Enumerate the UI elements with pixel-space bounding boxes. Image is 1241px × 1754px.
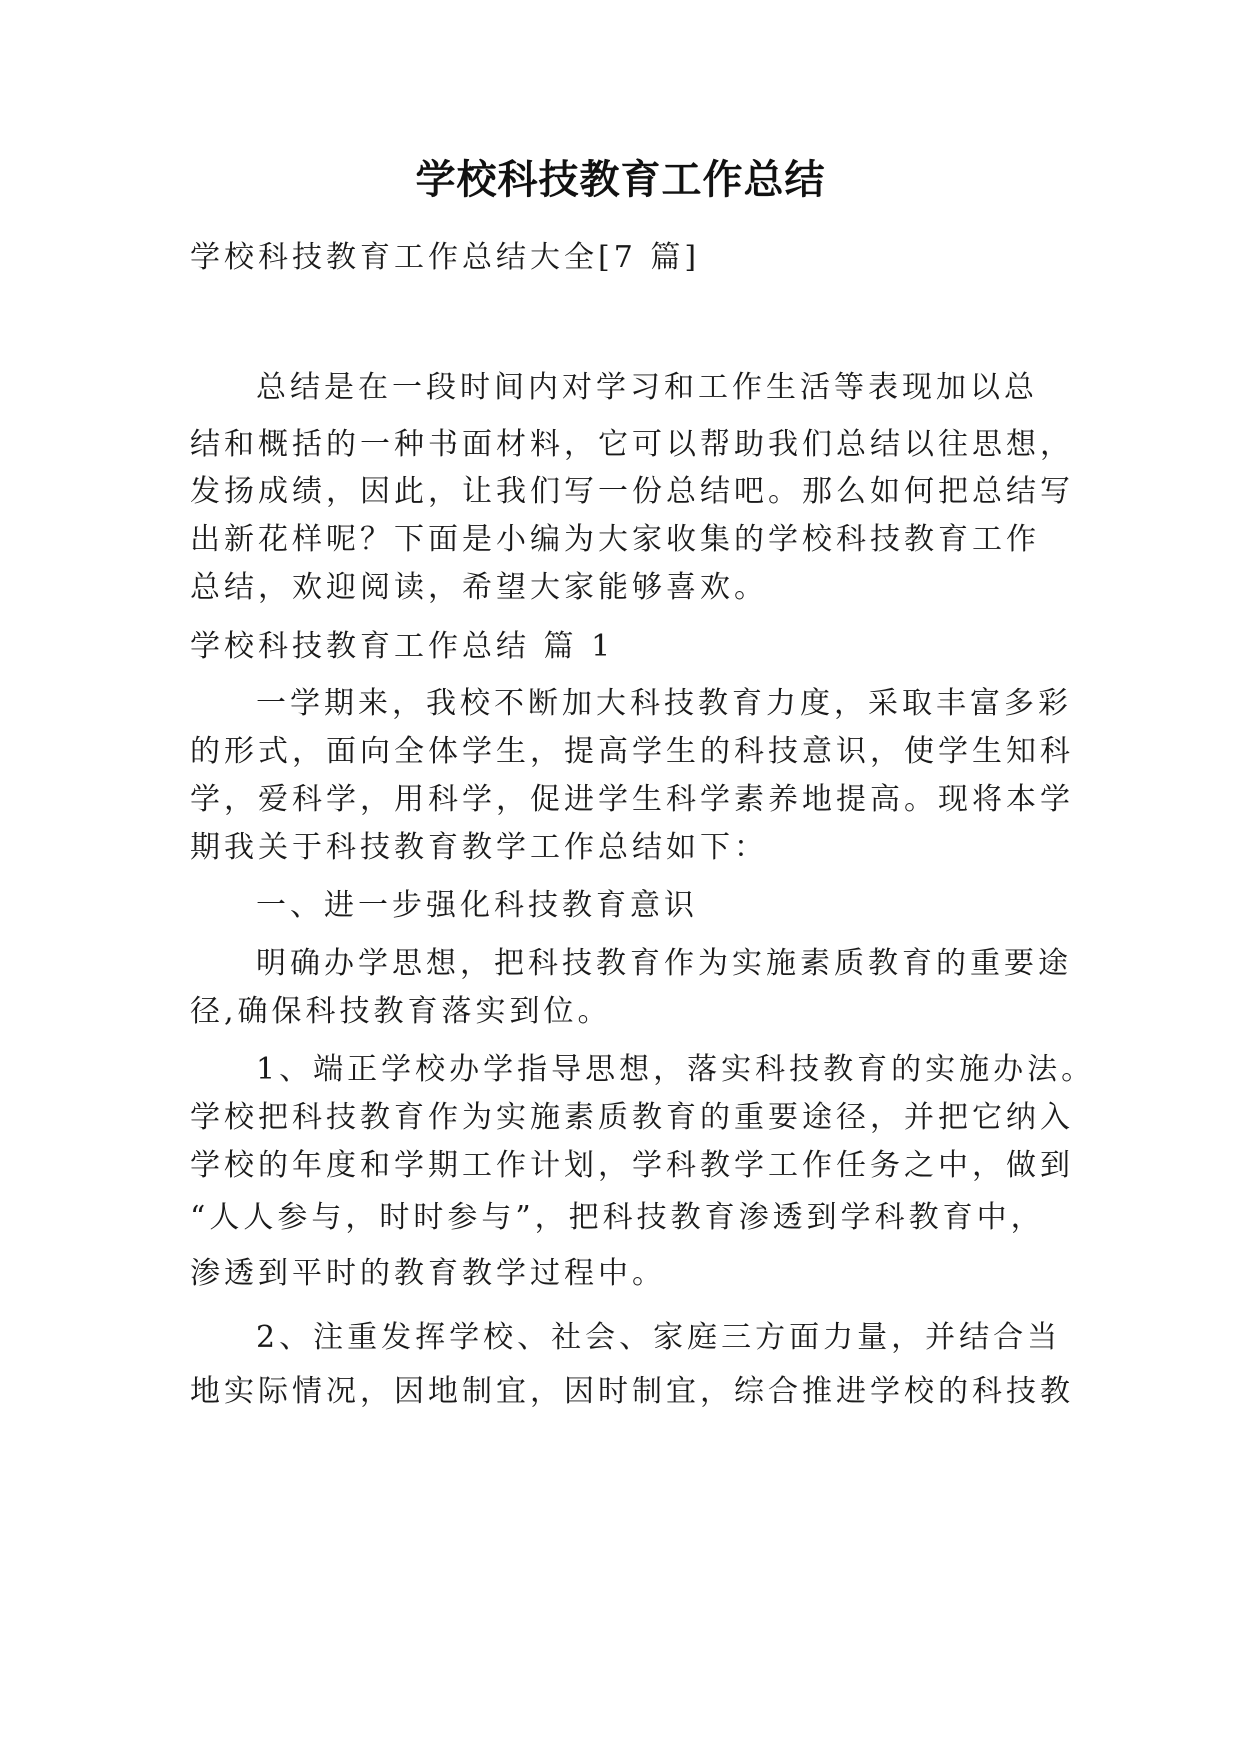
body-line: 学校把科技教育作为实施素质教育的重要途径，并把它纳入 [190, 1100, 1074, 1135]
section-heading: 学校科技教育工作总结 篇 1 [190, 629, 615, 664]
body-line: 期我关于科技教育教学工作总结如下： [190, 830, 768, 865]
body-line: 学校的年度和学期工作计划，学科教学工作任务之中，做到 [190, 1148, 1074, 1183]
body-line: 的形式，面向全体学生，提高学生的科技意识，使学生知科 [190, 734, 1074, 769]
intro-line: 出新花样呢？下面是小编为大家收集的学校科技教育工作 [190, 522, 1040, 557]
intro-line: 结和概括的一种书面材料，它可以帮助我们总结以往思想， [190, 427, 1074, 462]
body-line: 地实际情况，因地制宜，因时制宜，综合推进学校的科技教 [190, 1374, 1074, 1409]
document-title: 学校科技教育工作总结 [415, 157, 826, 203]
document-subtitle: 学校科技教育工作总结大全[7 篇] [190, 240, 701, 275]
body-line: 渗透到平时的教育教学过程中。 [190, 1256, 666, 1291]
intro-line: 发扬成绩，因此，让我们写一份总结吧。那么如何把总结写 [190, 474, 1074, 509]
body-line: 1、端正学校办学指导思想，落实科技教育的实施办法。 [256, 1052, 1096, 1087]
intro-line: 总结，欢迎阅读，希望大家能够喜欢。 [190, 570, 768, 605]
body-line: 一学期来，我校不断加大科技教育力度，采取丰富多彩 [256, 686, 1072, 721]
body-line: 2、注重发挥学校、社会、家庭三方面力量，并结合当 [256, 1320, 1062, 1355]
body-line: 明确办学思想，把科技教育作为实施素质教育的重要途 [256, 946, 1072, 981]
intro-line: 总结是在一段时间内对学习和工作生活等表现加以总 [256, 370, 1038, 405]
body-line: 学，爱科学，用科学，促进学生科学素养地提高。现将本学 [190, 782, 1074, 817]
body-line: 径,确保科技教育落实到位。 [190, 994, 612, 1029]
body-line: “人人参与，时时参与”，把科技教育渗透到学科教育中， [190, 1200, 1045, 1235]
body-heading: 一、进一步强化科技教育意识 [256, 888, 698, 923]
